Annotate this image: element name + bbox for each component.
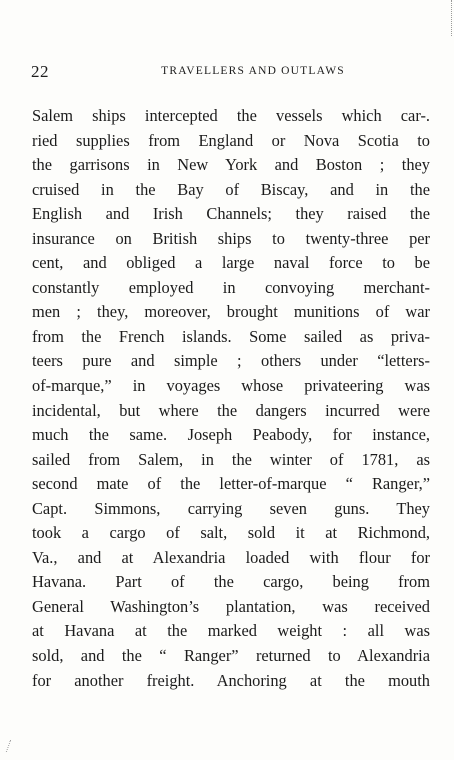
- text-line: sold, and the “ Ranger” returned to Alexandria: [32, 646, 430, 666]
- text-line: second mate of the letter-of-marque “ Ranger,”: [32, 474, 430, 494]
- text-line: General Washington’s plantation, was received: [32, 596, 430, 616]
- text-line: at Havana at the marked weight : all was: [32, 621, 430, 641]
- text-line: insurance on British ships to twenty-three per: [32, 228, 430, 248]
- text-line: cent, and obliged a large naval force to be: [32, 253, 430, 273]
- text-line: much the same. Joseph Peabody, for instance,: [32, 425, 430, 445]
- text-line: Salem ships intercepted the vessels which car-.: [32, 106, 430, 125]
- text-line: cruised in the Bay of Biscay, and in the: [32, 179, 430, 199]
- running-head: TRAVELLERS AND OUTLAWS: [161, 65, 345, 77]
- text-line: constantly employed in convoying merchant-: [32, 277, 430, 297]
- text-line: sailed from Salem, in the winter of 1781, as: [32, 449, 430, 469]
- text-line: Capt. Simmons, carrying seven guns. They: [32, 498, 430, 518]
- text-line: ried supplies from England or Nova Scotia to: [32, 130, 430, 150]
- text-line: took a cargo of salt, sold it at Richmond,: [32, 523, 430, 543]
- text-line: Va., and at Alexandria loaded with flour for: [32, 547, 430, 567]
- text-line: Havana. Part of the cargo, being from: [32, 572, 430, 592]
- page-corner-mark: [6, 740, 21, 752]
- text-line: incidental, but where the dangers incurred were: [32, 400, 430, 420]
- text-line: English and Irish Channels; they raised the: [32, 204, 430, 224]
- text-line: from the French islands. Some sailed as priva-: [32, 326, 430, 346]
- page-header: [31, 62, 431, 82]
- text-line: of-marque,” in voyages whose privateering was: [32, 376, 430, 396]
- text-line: for another freight. Anchoring at the mouth: [32, 670, 430, 690]
- text-line: teers pure and simple ; others under “letters-: [32, 351, 430, 371]
- body-paragraph: [32, 104, 430, 693]
- page-edge-mark: [445, 0, 452, 36]
- text-line: men ; they, moreover, brought munitions of war: [32, 302, 430, 322]
- page-number: 22: [31, 62, 49, 81]
- text-line: the garrisons in New York and Boston ; they: [32, 155, 430, 175]
